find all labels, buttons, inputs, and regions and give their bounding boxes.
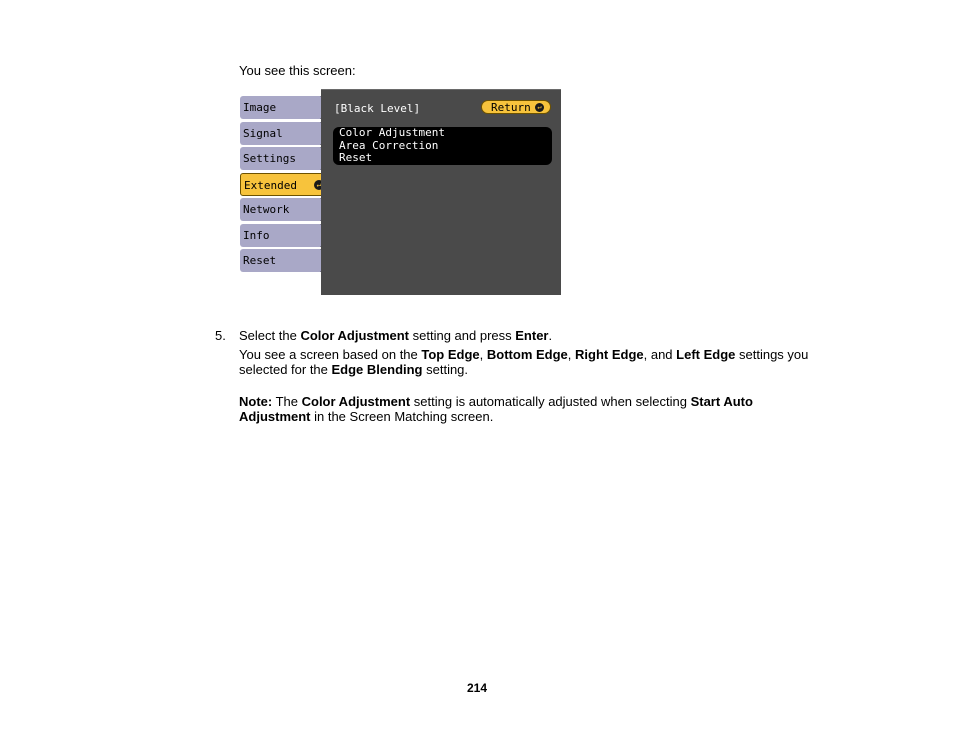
tab-info[interactable]: Info xyxy=(240,224,326,247)
step-bold-b: Enter xyxy=(515,328,549,343)
note-t1: The xyxy=(272,394,302,409)
enter-icon: ↵ xyxy=(314,180,324,190)
menu-item-area-correction[interactable]: Area Correction xyxy=(339,138,439,152)
step-text-b: setting and press xyxy=(409,328,516,343)
step-text-a: Select the xyxy=(239,328,301,343)
menu-item-list xyxy=(333,127,552,165)
return-button-label: Return xyxy=(491,101,531,114)
tab-settings[interactable]: Settings xyxy=(240,147,326,170)
note-b2: Start Auto Adjustment xyxy=(239,394,753,424)
tab-extended-label: Extended xyxy=(244,178,297,192)
para1-b3: Right Edge xyxy=(575,347,644,362)
step-number: 5. xyxy=(215,328,226,343)
enter-icon: ↵ xyxy=(535,103,544,112)
tab-reset[interactable]: Reset xyxy=(240,249,326,272)
note-b1: Color Adjustment xyxy=(301,394,411,409)
result-paragraph xyxy=(239,348,839,377)
projector-menu-screenshot xyxy=(239,89,561,295)
return-button[interactable] xyxy=(481,100,551,114)
note-label: Note: xyxy=(239,394,273,409)
step-text xyxy=(239,328,552,343)
step-bold-a: Color Adjustment xyxy=(300,328,410,343)
para1-t4: , and xyxy=(643,347,677,362)
para1-t1: You see a screen based on the xyxy=(239,347,422,362)
para1-b5: Edge Blending xyxy=(331,361,423,377)
menu-header-title: [Black Level] xyxy=(334,102,421,115)
para1-b2: Bottom Edge xyxy=(486,347,568,362)
note-t3: in the Screen Matching screen. xyxy=(310,408,494,424)
para1-b1: Top Edge xyxy=(421,347,480,362)
para1-b4: Left Edge xyxy=(676,347,736,362)
para1-t2: , xyxy=(479,347,487,362)
tab-signal[interactable]: Signal xyxy=(240,122,326,145)
tab-extended[interactable] xyxy=(240,173,328,196)
note-t2: setting is automatically adjusted when selecting xyxy=(410,394,691,409)
tab-image[interactable]: Image xyxy=(240,96,326,119)
para1-t5: settings you selected for the xyxy=(239,347,809,377)
tab-network[interactable]: Network xyxy=(240,198,326,221)
note-paragraph xyxy=(239,395,779,424)
step-text-c: . xyxy=(548,328,553,343)
intro-text: You see this screen: xyxy=(239,63,356,78)
menu-item-color-adjustment[interactable]: Color Adjustment xyxy=(339,126,445,139)
para1-t6: setting. xyxy=(422,361,469,377)
page-number: 214 xyxy=(466,681,488,695)
para1-t3: , xyxy=(567,347,576,362)
menu-panel xyxy=(321,89,561,295)
menu-item-reset[interactable]: Reset xyxy=(339,151,373,165)
